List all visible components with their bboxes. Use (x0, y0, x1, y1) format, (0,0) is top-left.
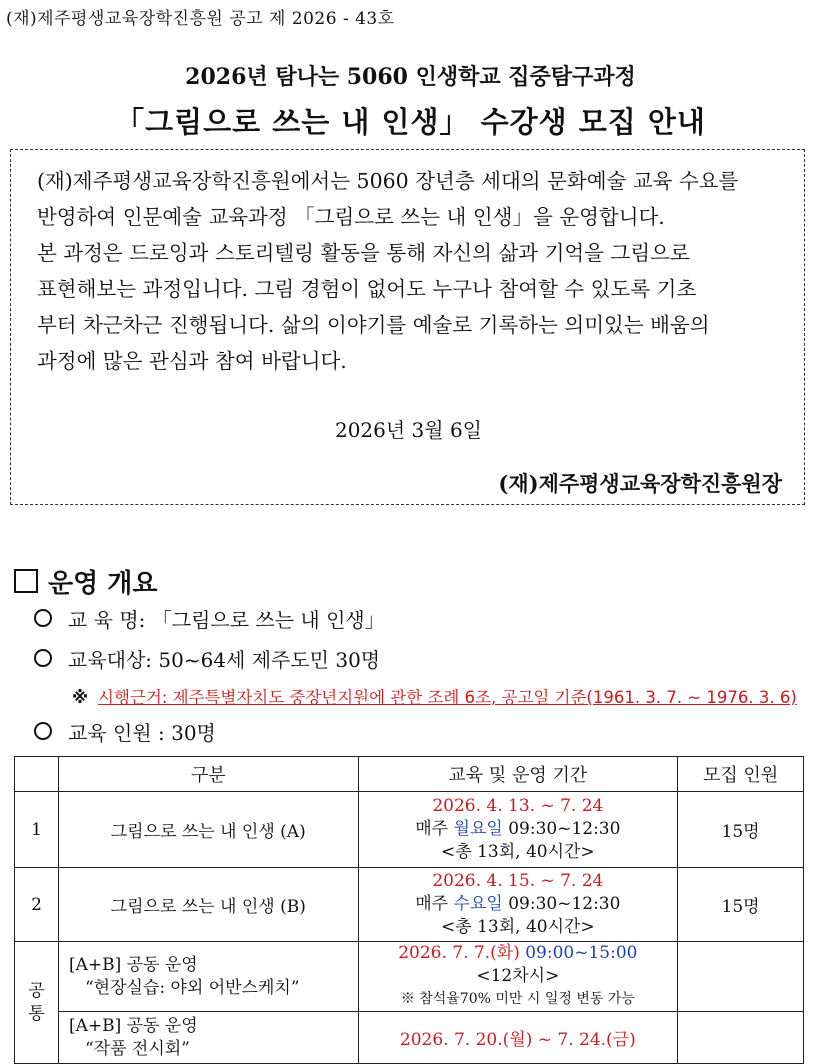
row-total: <총 13회, 40시간> (441, 917, 595, 937)
joint-line-1: [A+B] 공동 운영 (68, 1015, 198, 1036)
intro-line: 표현해보는 과정입니다. 그림 경험이 없어도 누구나 참여할 수 있도록 기초 (37, 277, 697, 301)
row-total: <총 13회, 40시간> (441, 842, 595, 862)
legal-basis-note (72, 684, 797, 708)
circle-bullet-icon (34, 609, 52, 627)
circle-bullet-icon (34, 722, 52, 740)
table-row-joint (15, 1012, 804, 1064)
notice-number: (재)제주평생교육장학진흥원 공고 제 2026 - 43호 (6, 9, 395, 29)
intro-line: 과정에 많은 관심과 참여 바랍니다. (37, 349, 347, 373)
section-title: 운영 개요 (48, 569, 158, 599)
headcount-text: 교육 인원 : 30명 (68, 721, 216, 745)
intro-line: (재)제주평생교육장학진흥원에서는 5060 장년층 세대의 문화예술 교육 수요를 (37, 169, 739, 193)
note-mark: ※ (72, 688, 89, 707)
course-name-item (34, 604, 385, 633)
intro-date: 2026년 3월 6일 (334, 418, 483, 442)
target-text: 교육대상: 50~64세 제주도민 30명 (68, 648, 381, 672)
joint-label-1: 공 (28, 980, 45, 1001)
joint-line-1: [A+B] 공동 운영 (68, 954, 198, 975)
table-row (15, 868, 804, 942)
weekly-prefix: 매주 (415, 894, 449, 914)
course-name: 교 육 명: 「그림으로 쓰는 내 인생」 (68, 608, 385, 632)
row-date: 2026. 4. 15. ~ 7. 24 (432, 871, 604, 891)
intro-line: 반영하여 인문예술 교육과정 「그림으로 쓰는 내 인생」을 운영합니다. (37, 205, 665, 229)
row-period (358, 868, 678, 942)
joint-label-2: 통 (28, 1003, 45, 1024)
row-number: 2 (15, 868, 59, 942)
circle-bullet-icon (34, 649, 52, 667)
header-category: 구분 (58, 757, 358, 792)
weekday: 월요일 (453, 819, 503, 839)
target-item (34, 644, 380, 673)
joint-date: 2026. 7. 7.(화) (398, 943, 520, 963)
row-count: 15명 (678, 792, 804, 868)
header-period: 교육 및 운영 기간 (358, 757, 678, 792)
time: 09:30~12:30 (508, 894, 621, 914)
joint-line-2: “작품 전시회” (84, 1038, 190, 1059)
joint-count (678, 1012, 804, 1064)
table-row-joint (15, 942, 804, 1012)
title-line-1: 2026년 탐나는 5060 인생학교 집중탐구과정 (185, 64, 636, 90)
joint-count (678, 942, 804, 1012)
intro-box (10, 149, 805, 505)
intro-line: 본 과정은 드로잉과 스토리텔링 활동을 통해 자신의 삶과 기억을 그림으로 (37, 241, 690, 265)
row-period (358, 792, 678, 868)
joint-period: 2026. 7. 20.(월) ~ 7. 24.(금) (358, 1012, 678, 1064)
time: 09:30~12:30 (508, 819, 621, 839)
note-text: 시행근거: 제주특별자치도 중장년지원에 관한 조례 6조, 공고일 기준(1961. 3. 7. ~ 1976. 3. 6) (98, 688, 797, 707)
header-count: 모집 인원 (678, 757, 804, 792)
headcount-item (34, 717, 216, 746)
row-course-name: 그림으로 쓰는 내 인생 (A) (58, 792, 358, 868)
joint-period (358, 942, 678, 1012)
row-course-name: 그림으로 쓰는 내 인생 (B) (58, 868, 358, 942)
weekday: 수요일 (453, 894, 503, 914)
title-line-2: 「그림으로 쓰는 내 인생」 수강생 모집 안내 (115, 105, 706, 139)
table-header-row (15, 757, 804, 792)
intro-organization: (재)제주평생교육장학진흥원장 (498, 471, 782, 496)
joint-course-name (58, 942, 358, 1012)
weekly-prefix: 매주 (415, 819, 449, 839)
row-weekly (359, 893, 678, 916)
row-date: 2026. 4. 13. ~ 7. 24 (432, 796, 604, 816)
row-count: 15명 (678, 868, 804, 942)
row-number: 1 (15, 792, 59, 868)
joint-line-2: “현장실습: 야외 어반스케치” (84, 977, 300, 998)
intro-line: 부터 차근차근 진행됩니다. 삶의 이야기를 예술로 기록하는 의미있는 배움의 (37, 313, 710, 337)
joint-time: 09:00~15:00 (525, 943, 638, 963)
section-heading (14, 563, 158, 600)
schedule-table (14, 756, 804, 1064)
row-weekly (359, 818, 678, 841)
joint-course-name (58, 1012, 358, 1064)
joint-label-cell (15, 942, 59, 1064)
joint-note: ※ 참석율70% 미만 시 일정 변동 가능 (400, 991, 635, 1007)
square-bullet-icon (14, 569, 38, 593)
header-empty (15, 757, 59, 792)
table-row (15, 792, 804, 868)
joint-session: <12차시> (476, 966, 560, 986)
